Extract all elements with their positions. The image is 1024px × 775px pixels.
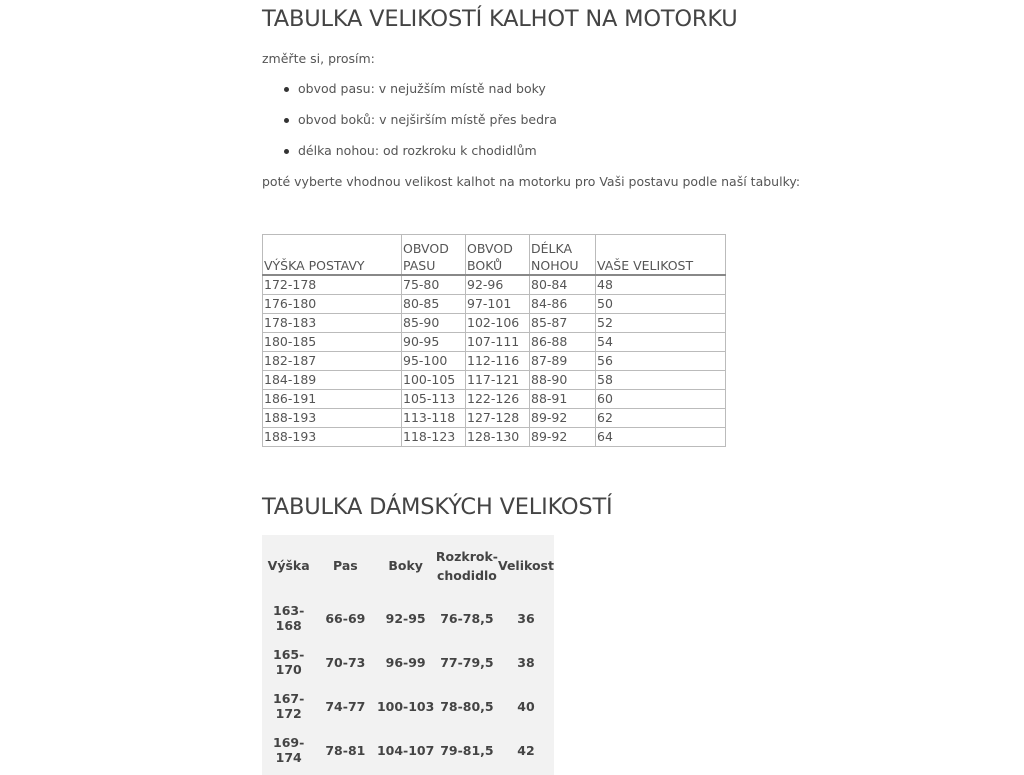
table-cell: 188-193 [263, 409, 402, 428]
table-row [263, 352, 726, 371]
header-leg-length: DÉLKA NOHOU [530, 235, 596, 276]
table-cell: 60 [596, 390, 726, 409]
table-cell: 100-105 [402, 371, 466, 390]
table-row [262, 640, 554, 684]
table-cell: 169-174 [273, 735, 305, 765]
table-cell: 77-79,5 [440, 654, 494, 670]
table-cell: 100-103 [376, 698, 435, 714]
header-inseam: Rozkrok- chodidlo [435, 548, 498, 583]
section-title-women: TABULKA DÁMSKÝCH VELIKOSTÍ [262, 494, 613, 520]
table-cell: 88-90 [530, 371, 596, 390]
table-row [263, 295, 726, 314]
table-cell: 172-178 [263, 275, 402, 295]
table-cell: 88-91 [530, 390, 596, 409]
list-item: obvod pasu: v nejužším místě nad boky [278, 76, 557, 107]
men-size-table [262, 234, 726, 447]
table-cell: 117-121 [466, 371, 530, 390]
table-cell: 79-81,5 [440, 742, 494, 758]
table-cell: 176-180 [263, 295, 402, 314]
table-cell: 112-116 [466, 352, 530, 371]
table-cell: 66-69 [325, 610, 366, 626]
table-cell: 182-187 [263, 352, 402, 371]
header-waist: Pas [333, 558, 358, 573]
table-cell: 89-92 [530, 428, 596, 447]
table-cell: 90-95 [402, 333, 466, 352]
table-cell: 87-89 [530, 352, 596, 371]
table-cell: 64 [596, 428, 726, 447]
table-cell: 78-80,5 [440, 698, 494, 714]
table-cell: 48 [596, 275, 726, 295]
table-cell: 86-88 [530, 333, 596, 352]
header-height: VÝŠKA POSTAVY [263, 235, 402, 276]
table-cell: 76-78,5 [440, 610, 494, 626]
table-cell: 50 [596, 295, 726, 314]
table-cell: 75-80 [402, 275, 466, 295]
header-size: VAŠE VELIKOST [596, 235, 726, 276]
table-cell: 127-128 [466, 409, 530, 428]
table-cell: 80-85 [402, 295, 466, 314]
table-cell: 178-183 [263, 314, 402, 333]
table-row [263, 333, 726, 352]
table-cell: 184-189 [263, 371, 402, 390]
table-row [262, 684, 554, 728]
table-cell: 97-101 [466, 295, 530, 314]
table-row [263, 371, 726, 390]
table-row [263, 314, 726, 333]
women-table-body [262, 596, 554, 772]
table-cell: 62 [596, 409, 726, 428]
header-height: Výška [267, 558, 310, 573]
table-cell: 38 [517, 654, 535, 670]
intro-text: změřte si, prosím: [262, 51, 375, 66]
table-cell: 85-87 [530, 314, 596, 333]
table-cell: 102-106 [466, 314, 530, 333]
table-cell: 70-73 [325, 654, 366, 670]
table-header-row [263, 235, 726, 276]
table-cell: 113-118 [402, 409, 466, 428]
table-cell: 122-126 [466, 390, 530, 409]
table-cell: 180-185 [263, 333, 402, 352]
table-cell: 54 [596, 333, 726, 352]
table-cell: 42 [517, 742, 535, 758]
table-cell: 96-99 [385, 654, 426, 670]
instruction-text: poté vyberte vhodnou velikost kalhot na motorku pro Vaši postavu podle naší tabulky: [262, 174, 801, 189]
header-size: Velikost [497, 558, 554, 573]
men-table-body [263, 275, 726, 447]
table-cell: 74-77 [325, 698, 366, 714]
table-cell: 52 [596, 314, 726, 333]
header-waist: OBVOD PASU [402, 235, 466, 276]
header-hips: OBVOD BOKŮ [466, 235, 530, 276]
table-cell: 89-92 [530, 409, 596, 428]
table-cell: 186-191 [263, 390, 402, 409]
table-row [263, 390, 726, 409]
table-cell: 78-81 [325, 742, 366, 758]
table-row [262, 728, 554, 772]
table-cell: 188-193 [263, 428, 402, 447]
table-cell: 92-96 [466, 275, 530, 295]
table-cell: 167-172 [273, 691, 305, 721]
women-table-container [262, 535, 554, 775]
table-row [263, 428, 726, 447]
table-cell: 58 [596, 371, 726, 390]
table-row [263, 275, 726, 295]
table-cell: 85-90 [402, 314, 466, 333]
table-header-row [262, 535, 554, 596]
list-item: délka nohou: od rozkroku k chodidlům [278, 138, 557, 169]
table-cell: 92-95 [385, 610, 426, 626]
table-cell: 36 [517, 610, 535, 626]
table-cell: 56 [596, 352, 726, 371]
table-cell: 80-84 [530, 275, 596, 295]
table-cell: 118-123 [402, 428, 466, 447]
table-cell: 104-107 [376, 742, 435, 758]
table-row [262, 596, 554, 640]
page-title: TABULKA VELIKOSTÍ KALHOT NA MOTORKU [262, 6, 738, 32]
table-cell: 95-100 [402, 352, 466, 371]
table-cell: 105-113 [402, 390, 466, 409]
table-cell: 107-111 [466, 333, 530, 352]
table-cell: 40 [517, 698, 535, 714]
measurement-list [278, 76, 557, 169]
table-cell: 165-170 [273, 647, 305, 677]
table-cell: 128-130 [466, 428, 530, 447]
header-hips: Boky [388, 558, 423, 573]
women-size-table [262, 535, 554, 772]
table-cell: 84-86 [530, 295, 596, 314]
list-item: obvod boků: v nejširším místě přes bedra [278, 107, 557, 138]
table-row [263, 409, 726, 428]
table-cell: 163-168 [273, 603, 305, 633]
